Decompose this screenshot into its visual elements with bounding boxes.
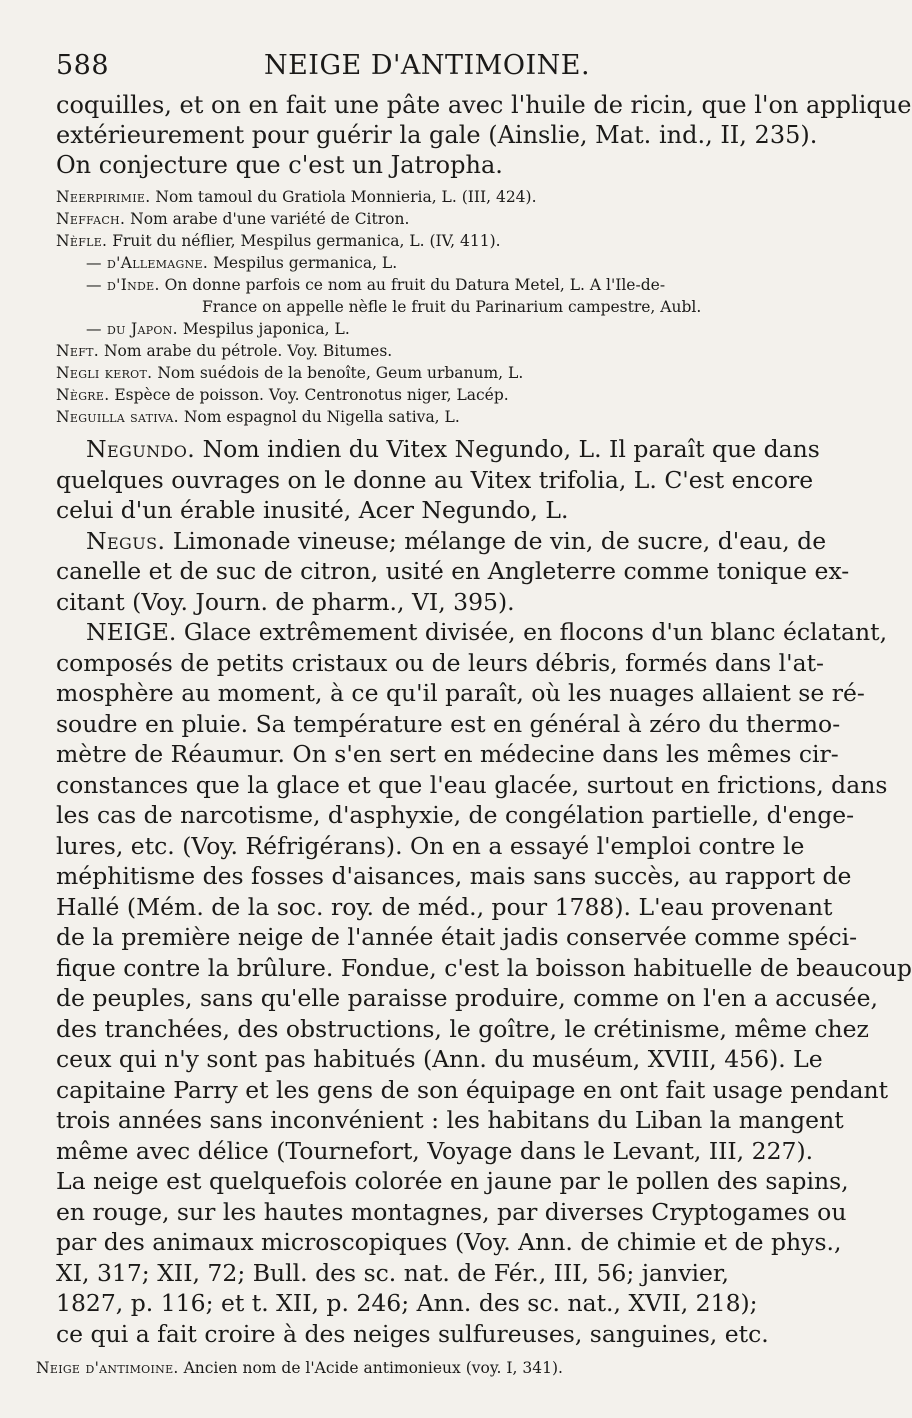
text-line: Hallé (Mém. de la soc. roy. de méd., pour 1788). L'eau provenant — [56, 892, 833, 921]
dictionary-entry — [56, 208, 786, 230]
text-line — [56, 617, 888, 648]
text-line: On conjecture que c'est un Jatropha. — [56, 151, 503, 179]
text-line: de peuples, sans qu'elle paraisse produire, comme on l'en a accusée, — [56, 984, 878, 1012]
entry-term: — d'Allemagne. — [86, 254, 209, 272]
text-line: méphitisme des fosses d'aisances, mais sans succès, au rapport de — [56, 862, 852, 890]
entry-term: Neft. — [56, 342, 99, 360]
entry-term: — d'Inde. — [86, 276, 160, 294]
entry-text: Fruit du néflier, Mespilus germanica, L. (IV, 411). — [112, 232, 501, 250]
entry-term: Negli kerot. — [56, 364, 153, 382]
small-entry-list — [56, 186, 786, 428]
dictionary-entry — [56, 340, 786, 362]
entry-neige — [56, 617, 912, 1349]
dictionary-entry — [56, 186, 786, 208]
continued-entry — [56, 90, 912, 180]
text-line: fique contre la brûlure. Fondue, c'est la boisson habituelle de beaucoup — [56, 953, 912, 982]
text-line: canelle et de suc de citron, usité en Angleterre comme tonique ex- — [56, 557, 850, 585]
entry-text: Nom espagnol du Nigella sativa, L. — [183, 408, 460, 426]
text-line: citant (Voy. Journ. de pharm., VI, 395). — [56, 587, 515, 616]
text-line: de la première neige de l'année était jadis conservée comme spéci- — [56, 923, 858, 951]
text-line: par des animaux microscopiques (Voy. Ann. de chimie et de phys., — [56, 1228, 842, 1256]
entry-term: Neerpirimie. — [56, 188, 151, 206]
entry-term: Nègre. — [56, 386, 110, 404]
page-header — [56, 50, 786, 90]
entry-term: NEIGE. — [86, 618, 177, 646]
dictionary-subentry — [56, 274, 786, 318]
entry-text-continued: France on appelle nèfle le fruit du Parinarium campestre, Aubl. — [202, 298, 702, 316]
entry-text: Mespilus japonica, L. — [182, 320, 350, 338]
entry-text: Nom arabe d'une variété de Citron. — [130, 210, 410, 228]
text-line: en rouge, sur les hautes montagnes, par diverses Cryptogames ou — [56, 1197, 847, 1226]
dictionary-subentry — [56, 252, 786, 274]
entry-text: Nom indien du Vitex Negundo, L. Il paraît que dans — [202, 435, 820, 463]
entry-term: — du Japon. — [86, 320, 178, 338]
entry-text: Limonade vineuse; mélange de vin, de sucre, d'eau, de — [172, 526, 827, 555]
page-number: 588 — [56, 50, 110, 81]
text-line: XI, 317; XII, 72; Bull. des sc. nat. de Fér., III, 56; janvier, — [56, 1258, 730, 1287]
dictionary-entry — [56, 406, 786, 428]
text-line: extérieurement pour guérir la gale (Ainslie, Mat. ind., II, 235). — [56, 121, 818, 149]
text-line: mètre de Réaumur. On s'en sert en médecine dans les mêmes cir- — [56, 740, 839, 768]
text-line: les cas de narcotisme, d'asphyxie, de congélation partielle, d'enge- — [56, 801, 855, 829]
text-line: quelques ouvrages on le donne au Vitex trifolia, L. C'est encore — [56, 465, 814, 494]
text-line: mosphère au moment, à ce qu'il paraît, où les nuages allaient se ré- — [56, 679, 865, 707]
dictionary-entry — [56, 230, 786, 252]
text-line: constances que la glace et que l'eau glacée, surtout en frictions, dans — [56, 770, 888, 799]
entry-negus — [56, 526, 850, 618]
text-line: capitaine Parry et les gens de son équipage en ont fait usage pendant — [56, 1075, 889, 1104]
text-line: celui d'un érable inusité, Acer Negundo, L. — [56, 496, 569, 524]
text-line: ceux qui n'y sont pas habitués (Ann. du muséum, XVIII, 456). Le — [56, 1045, 823, 1073]
dictionary-subentry — [56, 318, 786, 340]
text-line: coquilles, et on en fait une pâte avec l'huile de ricin, que l'on applique — [56, 91, 912, 119]
entry-neige-antimoine — [36, 1357, 786, 1379]
entry-term: Neffach. — [56, 210, 126, 228]
entry-text: Nom suédois de la benoîte, Geum urbanum, L. — [157, 364, 524, 382]
dictionary-entry — [56, 384, 786, 406]
text-line: trois années sans inconvénient : les habitans du Liban la mangent — [56, 1106, 844, 1134]
entry-term: Negus. — [86, 526, 166, 555]
entry-term: Negundo. — [86, 435, 196, 463]
running-head: NEIGE D'ANTIMOINE. — [263, 50, 591, 81]
text-line: même avec délice (Tournefort, Voyage dans le Levant, III, 227). — [56, 1136, 814, 1165]
text-line: lures, etc. (Voy. Réfrigérans). On en a essayé l'emploi contre le — [56, 831, 805, 860]
entry-term: Neige d'antimoine. — [36, 1359, 179, 1377]
entry-text: Ancien nom de l'Acide antimonieux (voy. I, 341). — [183, 1359, 563, 1377]
entry-negundo — [56, 434, 820, 526]
entry-text: Mespilus germanica, L. — [213, 254, 398, 272]
entry-text: Glace extrêmement divisée, en flocons d'un blanc éclatant, — [183, 618, 888, 646]
text-line: des tranchées, des obstructions, le goître, le crétinisme, même chez — [56, 1014, 869, 1043]
entry-term: Neguilla sativa. — [56, 408, 179, 426]
entry-text: Nom tamoul du Gratiola Monnieria, L. (III, 424). — [155, 188, 537, 206]
entry-term: Nèfle. — [56, 232, 108, 250]
text-line — [56, 526, 827, 557]
text-line: composés de petits cristaux ou de leurs débris, formés dans l'at- — [56, 648, 824, 677]
entry-text: Espèce de poisson. Voy. Centronotus niger, Lacép. — [114, 386, 509, 404]
text-line: ce qui a fait croire à des neiges sulfureuses, sanguines, etc. — [56, 1319, 769, 1348]
dictionary-entry — [56, 362, 786, 384]
entry-text: On donne parfois ce nom au fruit du Datura Metel, L. A l'Ile-de- — [164, 276, 666, 294]
text-line: 1827, p. 116; et t. XII, p. 246; Ann. des sc. nat., XVII, 218); — [56, 1289, 758, 1317]
text-line — [56, 434, 820, 465]
entry-text: Nom arabe du pétrole. Voy. Bitumes. — [103, 342, 393, 360]
text-line: La neige est quelquefois colorée en jaune par le pollen des sapins, — [56, 1167, 849, 1195]
text-line: soudre en pluie. Sa température est en général à zéro du thermo- — [56, 709, 841, 738]
